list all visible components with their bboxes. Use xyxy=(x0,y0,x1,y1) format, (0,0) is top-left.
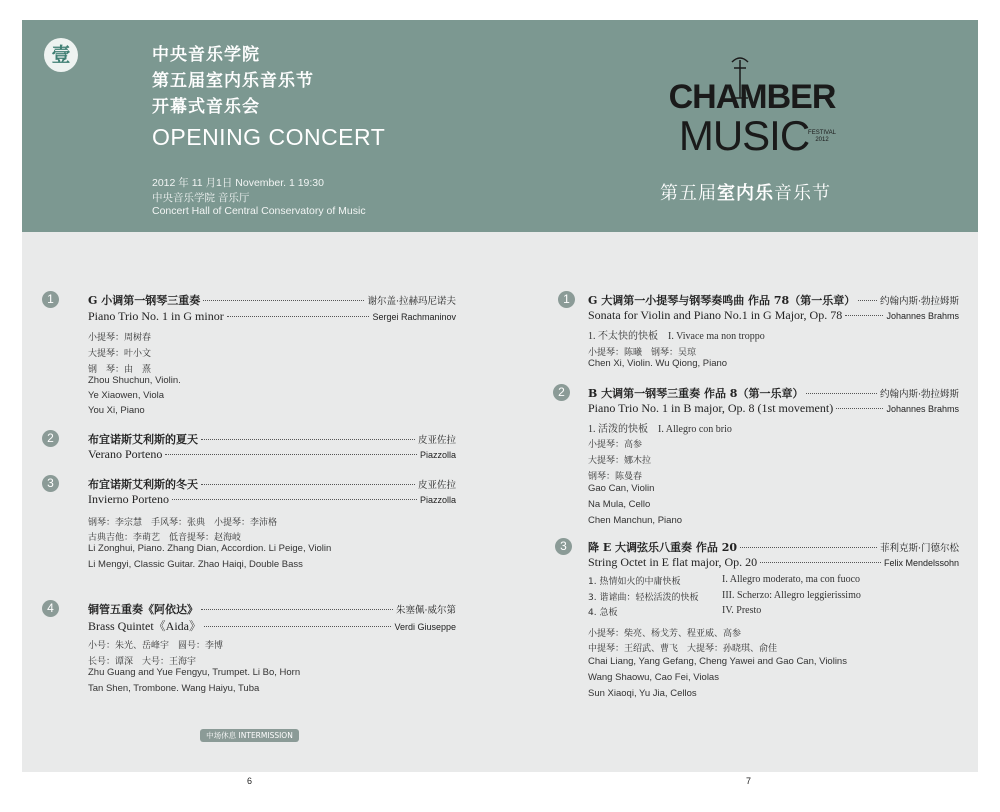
performer-line: You Xi, Piano xyxy=(88,405,145,416)
logo-music-text: MUSIC xyxy=(678,112,810,159)
performer-line: 钢琴：陈曼春 xyxy=(588,472,643,482)
festival-name-cn xyxy=(660,179,831,205)
movement-line-en: I. Allegro moderato, ma con fuoco xyxy=(722,574,861,585)
festival-cn-part3: 音乐节 xyxy=(774,183,831,204)
page-number-left: 6 xyxy=(247,776,253,786)
performer-line: Chen Xi, Violin. Wu Qiong, Piano xyxy=(588,358,728,369)
page-number-right: 7 xyxy=(746,776,752,786)
logo-year-text: 2012 xyxy=(815,137,829,143)
performer-line: Chen Manchun, Piano xyxy=(588,515,683,526)
program-title-row-en: Invierno Porteno Piazzolla xyxy=(88,492,456,506)
performer-line: Sun Xiaoqi, Yu Jia, Cellos xyxy=(588,688,697,699)
festival-cn-part2: 室内乐 xyxy=(717,183,774,204)
performer-line: Li Zonghui, Piano. Zhang Dian, Accordion. Li Peige, Violin xyxy=(88,543,332,554)
performer-line: Zhou Shuchun, Violin. xyxy=(88,375,181,386)
performer-line: 小号：朱光、岳峰宇 圆号：李博 xyxy=(88,641,224,651)
venue-en: Concert Hall of Central Conservatory of Music xyxy=(152,205,366,217)
logo-chamber-text: CHAMBER xyxy=(668,78,836,116)
program-title-row-cn: 布宜诺斯艾利斯的夏天 皮亚佐拉 xyxy=(88,433,456,446)
concert-date: 2012 年 11 月1日 November. 1 19:30 xyxy=(152,177,324,189)
performer-line: 古典吉他：李萌艺 低音提琴：赵海岐 xyxy=(88,533,242,543)
movement-line: 1. 不太快的快板 I. Vivace ma non troppo xyxy=(588,331,765,342)
program-title-row-cn: 布宜诺斯艾利斯的冬天 皮亚佐拉 xyxy=(88,478,456,491)
program-title-row-en: Piano Trio No. 1 in B major, Op. 8 (1st movement) Johannes Brahms xyxy=(588,401,959,415)
logo-festival-text: FESTIVAL xyxy=(808,130,836,136)
program-number: 3 xyxy=(555,538,572,555)
performer-line: 钢 琴：由 熹 xyxy=(88,365,152,375)
festival-cn-part1: 第五届 xyxy=(660,183,717,204)
performer-line: Ye Xiaowen, Viola xyxy=(88,390,165,401)
movement-line-cn: 3. 谐谑曲：轻松活泼的快板 xyxy=(588,593,699,603)
performer-line: Gao Can, Violin xyxy=(588,483,655,494)
performer-line: 小提琴：陈曦 钢琴：吴琼 xyxy=(588,348,697,358)
program-title-row-en: Sonata for Violin and Piano No.1 in G Major, Op. 78 Johannes Brahms xyxy=(588,308,959,322)
title-cn-concert: 开幕式音乐会 xyxy=(152,97,260,117)
movement-line-en: III. Scherzo: Allegro leggierissimo xyxy=(722,590,861,601)
movement-line-cn: 4. 急板 xyxy=(588,608,618,618)
performer-line: 大提琴：叶小文 xyxy=(88,349,152,359)
title-cn-festival: 第五届室内乐音乐节 xyxy=(152,71,314,91)
program-title-row-cn: 降 E 大调弦乐八重奏 作品 20 菲利克斯·门德尔松 xyxy=(588,541,959,554)
program-title-row-en: Piano Trio No. 1 in G minor Sergei Rachmaninov xyxy=(88,309,456,323)
movement-line: 1. 活泼的快板 I. Allegro con brio xyxy=(588,424,732,435)
venue-cn: 中央音乐学院 音乐厅 xyxy=(152,192,250,204)
program-title-row-en: Verano Porteno Piazzolla xyxy=(88,447,456,461)
performer-line: Tan Shen, Trombone. Wang Haiyu, Tuba xyxy=(88,683,260,694)
performer-line: 大提琴：娜木拉 xyxy=(588,456,652,466)
performer-line: 小提琴：周树春 xyxy=(88,333,152,343)
program-title-row-cn: B 大调第一钢琴三重奏 作品 8（第一乐章） 约翰内斯·勃拉姆斯 xyxy=(588,387,959,400)
movement-line-cn: 1. 热情如火的中庸快板 xyxy=(588,577,681,587)
performer-line: 中提琴：王绍武、曹飞 大提琴：孙晓琪、俞佳 xyxy=(588,644,778,654)
program-number: 2 xyxy=(553,384,570,401)
program-title-row-en: String Octet in E flat major, Op. 20 Felix Mendelssohn xyxy=(588,555,959,569)
program-title-row-cn: G 大调第一小提琴与钢琴奏鸣曲 作品 78（第一乐章） 约翰内斯·勃拉姆斯 xyxy=(588,294,959,307)
performer-line: 长号：谭深 大号：王海宇 xyxy=(88,657,197,667)
performer-line: Chai Liang, Yang Gefang, Cheng Yawei and Gao Can, Violins xyxy=(588,656,847,667)
performer-line: 小提琴：高参 xyxy=(588,440,643,450)
program-number: 1 xyxy=(42,291,59,308)
title-en: OPENING CONCERT xyxy=(152,124,386,150)
performer-line: 钢琴：李宗慧 手风琴：张典 小提琴：李沛格 xyxy=(88,518,278,528)
program-title-row-cn: 铜管五重奏《阿依达》 朱塞佩·威尔第 xyxy=(88,603,456,616)
performer-line: 小提琴：柴亮、杨戈芳、程亚威、高参 xyxy=(588,629,742,639)
performer-line: Li Mengyi, Classic Guitar. Zhao Haiqi, Double Bass xyxy=(88,559,303,570)
header-banner xyxy=(22,20,978,232)
performer-line: Zhu Guang and Yue Fengyu, Trumpet. Li Bo, Horn xyxy=(88,667,301,678)
program-number: 3 xyxy=(42,475,59,492)
program-number: 4 xyxy=(42,600,59,617)
program-number: 2 xyxy=(42,430,59,447)
intermission-label: 中场休息 INTERMISSION xyxy=(200,729,299,742)
chamber-music-logo xyxy=(662,50,842,175)
chapter-badge: 壹 xyxy=(44,38,78,72)
title-cn-school: 中央音乐学院 xyxy=(152,45,260,65)
program-number: 1 xyxy=(558,291,575,308)
performer-line: Wang Shaowu, Cao Fei, Violas xyxy=(588,672,719,683)
program-title-row-en: Brass Quintet《Aida》 Verdi Giuseppe xyxy=(88,619,456,633)
movement-line-en: IV. Presto xyxy=(722,605,762,616)
program-title-row-cn: G 小调第一钢琴三重奏 谢尔盖·拉赫玛尼诺夫 xyxy=(88,294,456,307)
performer-line: Na Mula, Cello xyxy=(588,499,651,510)
